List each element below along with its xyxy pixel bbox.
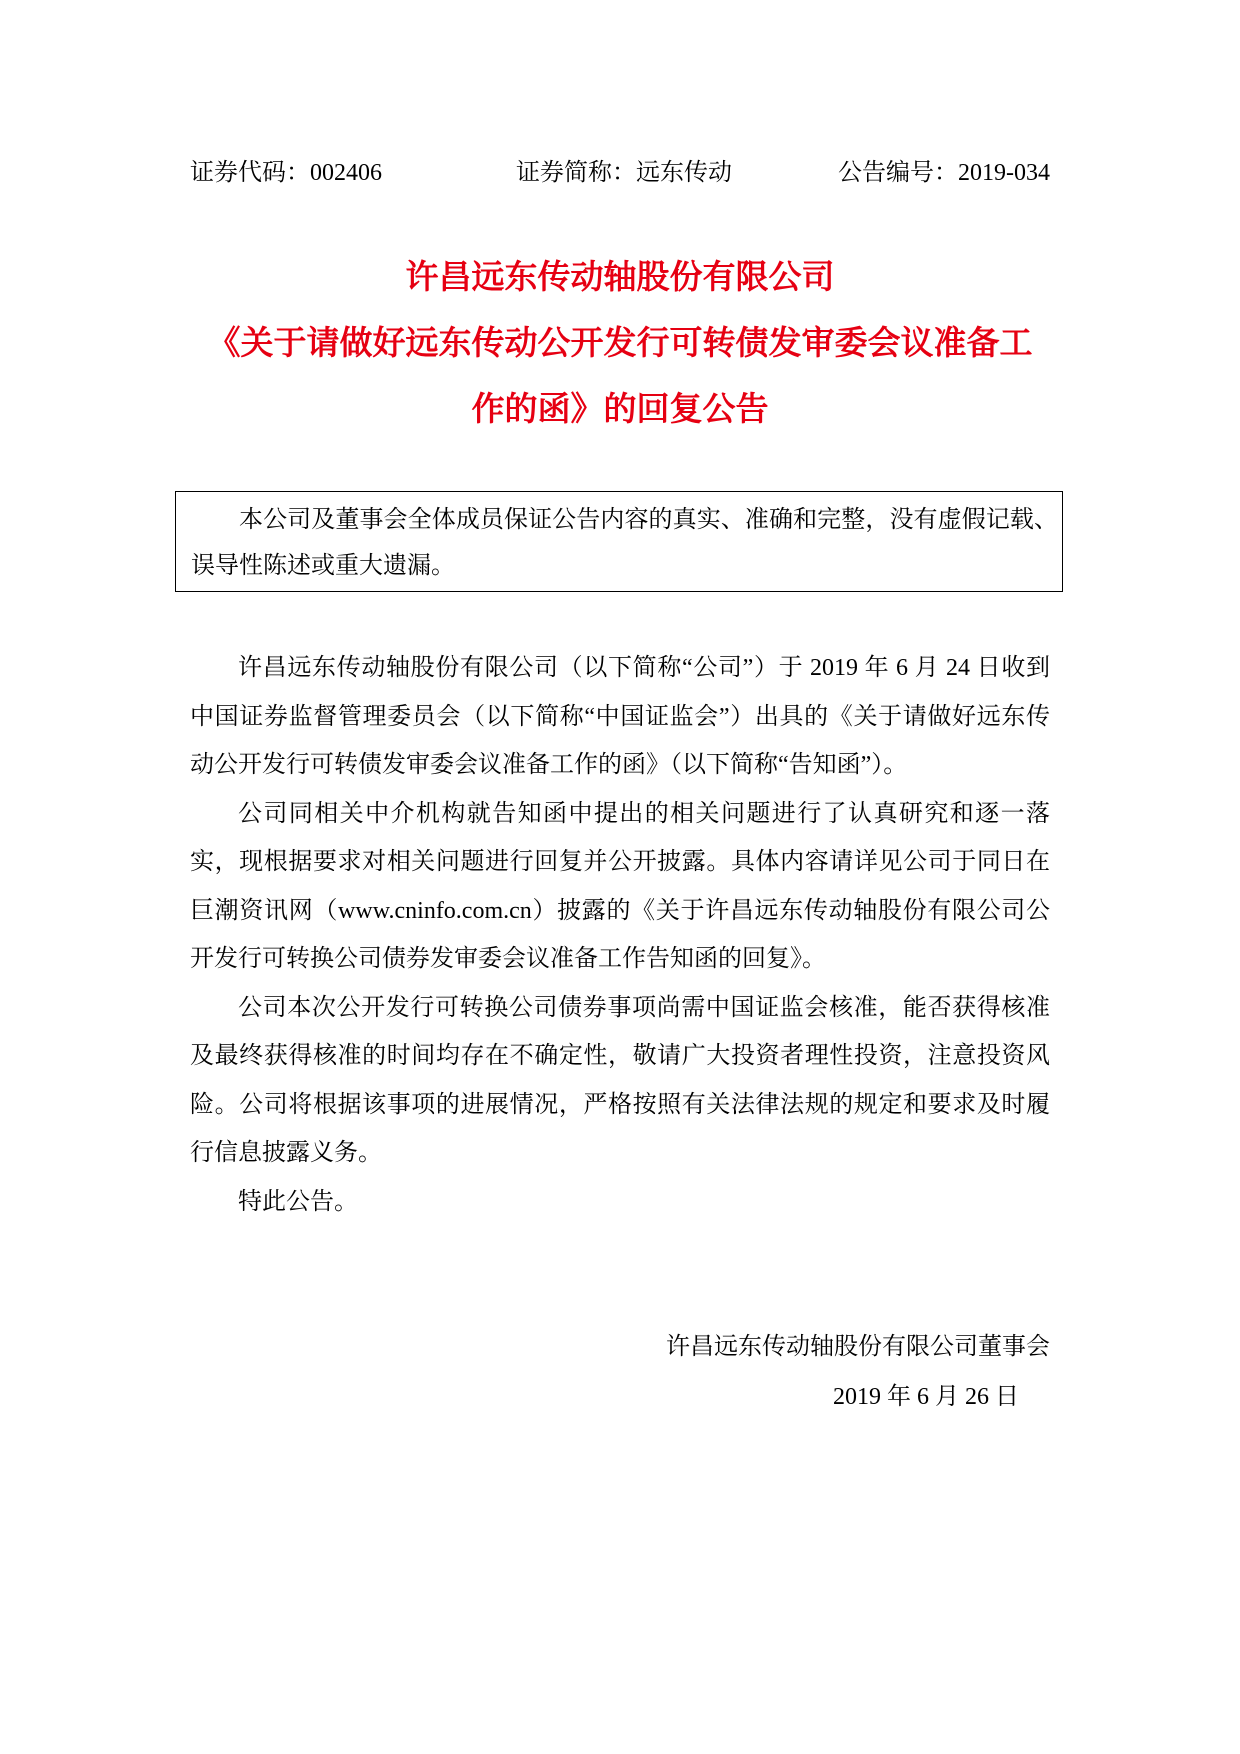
body-paragraph	[190, 790, 1050, 984]
body-line: 险。公司将根据该事项的进展情况，严格按照有关法律法规的规定和要求及时履	[190, 1091, 1050, 1118]
announcement-body	[190, 644, 1050, 1226]
disclaimer-line: 误导性陈述或重大遗漏。	[191, 553, 455, 579]
body-paragraph	[190, 644, 1050, 790]
body-paragraph	[190, 984, 1050, 1178]
body-line: 中国证券监督管理委员会（以下简称“中国证监会”）出具的《关于请做好远东传	[190, 703, 1050, 730]
body-line: 许昌远东传动轴股份有限公司（以下简称“公司”）于 2019 年 6 月 24 日收到	[238, 655, 1050, 681]
body-line: 实，现根据要求对相关问题进行回复并公开披露。具体内容请详见公司于同日在	[190, 849, 1050, 875]
body-line: 行信息披露义务。	[190, 1140, 382, 1166]
body-line: 及最终获得核准的时间均存在不确定性，敬请广大投资者理性投资，注意投资风	[190, 1043, 1050, 1069]
body-line: 公司同相关中介机构就告知函中提出的相关问题进行了认真研究和逐一落	[238, 800, 1050, 827]
title-line: 许昌远东传动轴股份有限公司	[405, 257, 835, 296]
signatory-company: 许昌远东传动轴股份有限公司董事会	[666, 1334, 1050, 1360]
title-line: 作的函》的回复公告	[471, 389, 769, 428]
body-line: 公司本次公开发行可转换公司债券事项尚需中国证监会核准，能否获得核准	[238, 994, 1050, 1021]
body-line: 开发行可转换公司债券发审委会议准备工作告知函的回复》。	[190, 946, 826, 972]
announcement-title	[0, 244, 1240, 442]
body-line: 动公开发行可转债发审委会议准备工作的函》（以下简称“告知函”）。	[190, 752, 908, 778]
title-line: 《关于请做好远东传动公开发行可转债发审委会议准备工	[207, 323, 1033, 362]
signature-date: 2019 年 6 月 26 日	[833, 1384, 1019, 1410]
closing-remark: 特此公告。	[238, 1188, 358, 1215]
announcement-number: 公告编号：2019-034	[838, 160, 1050, 186]
body-line: 巨潮资讯网（www.cninfo.com.cn）披露的《关于许昌远东传动轴股份有限公司公	[190, 897, 1050, 924]
stock-abbreviation: 证券简称：远东传动	[516, 160, 732, 186]
disclaimer-box	[175, 491, 1063, 592]
stock-code: 证券代码：002406	[190, 160, 382, 186]
disclaimer-line: 本公司及董事会全体成员保证公告内容的真实、准确和完整，没有虚假记载、	[239, 507, 1058, 533]
